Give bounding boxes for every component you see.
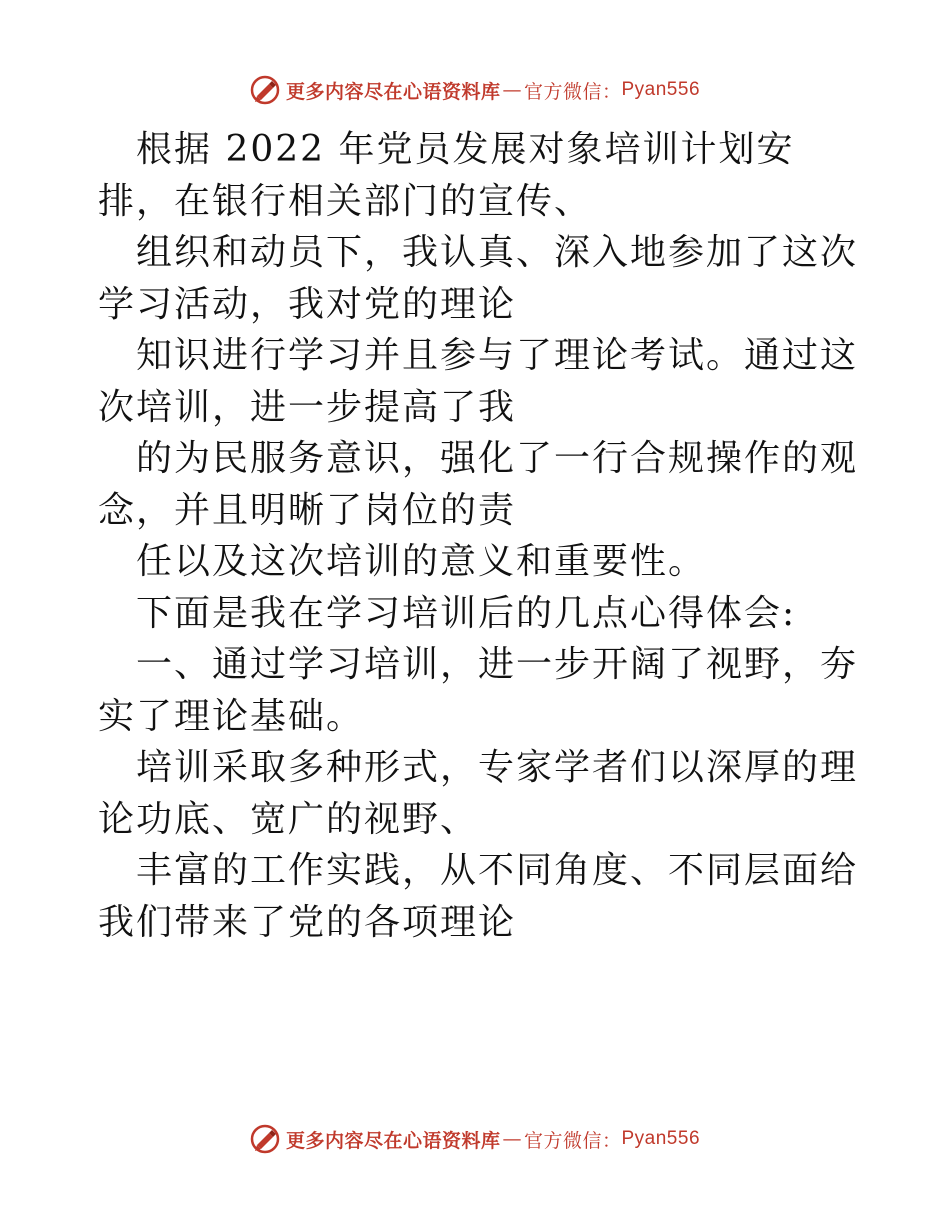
paragraph: 根据 2022 年党员发展对象培训计划安排，在银行相关部门的宣传、 (98, 129, 795, 222)
paragraph: 丰富的工作实践，从不同角度、不同层面给我们带来了党的各项理论 (98, 850, 859, 943)
pen-logo-icon (250, 1124, 280, 1154)
watermark-dash: — (502, 79, 522, 101)
watermark-official-label: 官方微信： (523, 80, 622, 103)
paragraph: 下面是我在学习培训后的几点心得体会: (136, 592, 797, 634)
footer-watermark (0, 1117, 950, 1161)
paragraph: 任以及这次培训的意义和重要性。 (136, 541, 707, 582)
paragraph: 培训采取多种形式，专家学者们以深厚的理论功底、宽广的视野、 (98, 747, 859, 840)
document-body (98, 124, 858, 948)
paragraph: 知识进行学习并且参与了理论考试。通过这次培训，进一步提高了我 (98, 335, 859, 428)
watermark-wechat-id: Pyan556 (621, 1128, 701, 1149)
watermark-brand: 更多内容尽在心语资料库 (285, 1129, 501, 1152)
watermark-dash: — (502, 1128, 522, 1150)
header-watermark (0, 68, 950, 112)
watermark-brand: 更多内容尽在心语资料库 (285, 80, 501, 103)
pen-logo-icon (250, 75, 280, 105)
watermark-official-label: 官方微信： (523, 1129, 622, 1152)
paragraph: 的为民服务意识，强化了一行合规操作的观念，并且明晰了岗位的责 (98, 438, 859, 531)
paragraph: 组织和动员下，我认真、深入地参加了这次学习活动，我对党的理论 (98, 232, 859, 325)
watermark-wechat-id: Pyan556 (621, 79, 701, 100)
paragraph: 一、通过学习培训，进一步开阔了视野，夯实了理论基础。 (98, 644, 859, 737)
